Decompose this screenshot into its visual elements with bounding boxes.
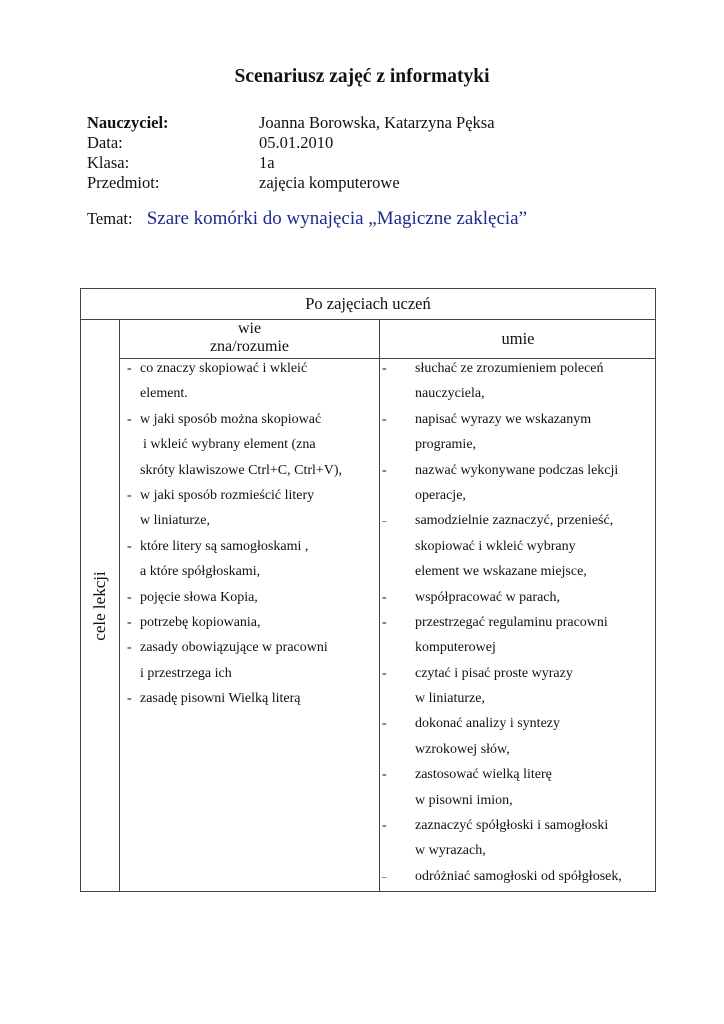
table-caption: Po zajęciach uczeń: [305, 293, 431, 313]
meta-row-subject: [87, 173, 495, 193]
meta-row-date: [87, 133, 495, 153]
list-item: - zasady obowiązujące w pracowni: [127, 640, 328, 656]
list-item: - pojęcie słowa Kopia,: [127, 589, 258, 605]
list-item: a które spółgłoskami,: [140, 564, 261, 580]
list-item: i wkleić wybrany element (zna: [143, 437, 316, 453]
topic-key: Temat:: [87, 209, 133, 228]
list-item: – odróżniać samogłoski od spółgłosek,: [382, 868, 622, 884]
list-item: - które litery są samogłoskami ,: [127, 538, 309, 554]
meta-key: Klasa:: [87, 153, 130, 172]
side-label-cell: [80, 320, 120, 892]
meta-row-teacher: [87, 113, 495, 133]
list-item: skróty klawiszowe Ctrl+C, Ctrl+V),: [140, 462, 343, 478]
table-divider: [379, 320, 380, 892]
header-line: wie: [237, 320, 262, 337]
side-label: cele lekcji: [90, 571, 109, 641]
meta-key: Data:: [87, 133, 123, 152]
list-item: - przestrzegać regulaminu pracowni: [382, 614, 608, 630]
list-item: - w jaki sposób można skopiować: [127, 411, 322, 427]
meta-value: 05.01.2010: [259, 133, 334, 152]
meta-key: Przedmiot:: [87, 173, 160, 192]
list-item: - słuchać ze zrozumieniem poleceń: [382, 361, 604, 376]
list-item: – samodzielnie zaznaczyć, przenieść,: [382, 513, 614, 529]
list-item: w liniaturze,: [140, 513, 210, 529]
metadata-block: [87, 113, 495, 193]
header-line: zna/rozumie: [209, 338, 290, 355]
list-item: - potrzebę kopiowania,: [127, 614, 261, 630]
meta-key: Nauczyciel:: [87, 113, 169, 132]
list-item: - co znaczy skopiować i wkleić: [127, 361, 308, 376]
column-header-can: umie: [501, 329, 535, 348]
list-item: - czytać i pisać proste wyrazy: [382, 665, 573, 681]
list-item: element.: [140, 386, 188, 402]
list-item: - zaznaczyć spółgłoski i samogłoski: [382, 818, 609, 834]
list-item: i przestrzega ich: [140, 665, 232, 681]
list-item: komputerowej: [415, 640, 496, 656]
list-item: w wyrazach,: [415, 843, 486, 859]
list-item: - napisać wyrazy we wskazanym: [382, 411, 592, 427]
meta-row-class: [87, 153, 495, 173]
list-item: - współpracować w parach,: [382, 589, 560, 605]
meta-value: zajęcia komputerowe: [259, 173, 400, 192]
list-item: - nazwać wykonywane podczas lekcji: [382, 462, 619, 478]
topic-value: Szare komórki do wynajęcia „Magiczne zaklęcia”: [146, 208, 528, 229]
meta-value: 1a: [259, 153, 275, 172]
topic-line: [87, 208, 527, 230]
list-item: programie,: [415, 437, 477, 453]
list-item: - zasadę pisowni Wielką literą: [127, 691, 301, 707]
list-item: w pisowni imion,: [415, 792, 513, 808]
list-item: w liniaturze,: [415, 691, 485, 707]
list-item: - w jaki sposób rozmieścić litery: [127, 487, 315, 503]
meta-value: Joanna Borowska, Katarzyna Pęksa: [259, 113, 495, 132]
list-item: operacje,: [415, 487, 466, 503]
knows-list: [127, 359, 377, 714]
document-title: Scenariusz zajęć z informatyki: [234, 66, 490, 87]
column-header-knows: [120, 320, 379, 358]
list-item: wzrokowej słów,: [415, 741, 510, 757]
list-item: nauczyciela,: [415, 386, 485, 402]
skills-list: [382, 359, 654, 892]
list-item: element we wskazane miejsce,: [415, 564, 587, 580]
list-item: - zastosować wielką literę: [382, 767, 552, 783]
list-item: - dokonać analizy i syntezy: [382, 716, 561, 732]
list-item: skopiować i wkleić wybrany: [415, 538, 576, 554]
